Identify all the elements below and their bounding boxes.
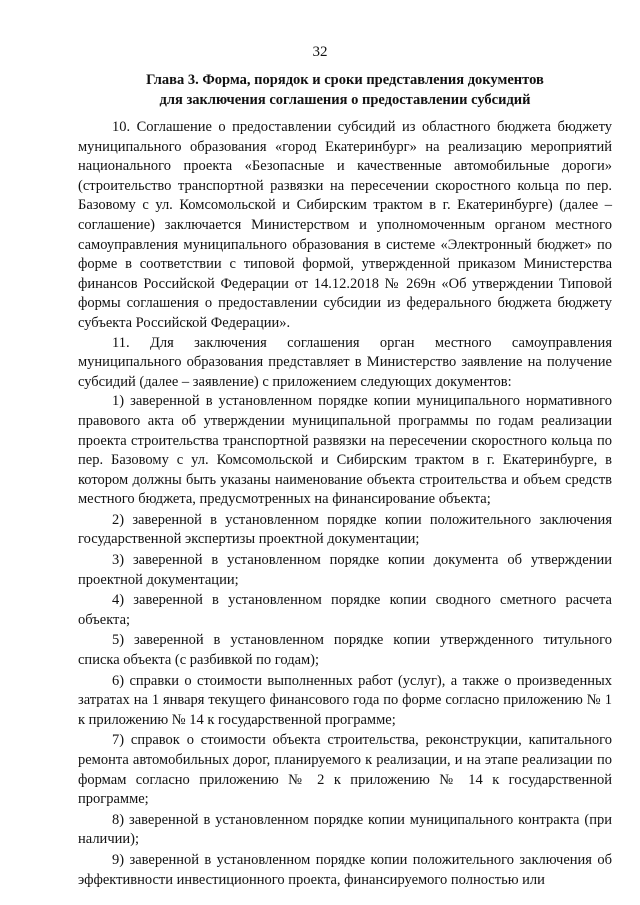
paragraph-10: 10. Соглашение о предоставлении субсидий из областного бюджета бюджету муниципального образования «город Екатеринбург» на реализацию мероприятий национального проекта «Безопасные и качественные автомобильные дороги» (строительство транспортной развязки на пересечении скоростного кольца по пер. Базовому с ул. Комсомольской и Сибирским трактом в г. Екатеринбурге) (далее – соглашение) заключается Министерством и уполномоченным органом местного самоуправления муниципального образования в системе «Электронный бюджет» по форме в соответствии с типовой формой, утвержденной приказом Министерства финансов Российской Федерации от 14.12.2018 № 269н «Об утверждении Типовой формы соглашения о предоставлении субсидии из федерального бюджета бюджету субъекта Российской Федерации».	[78, 119, 612, 331]
list-item-4: 4) заверенной в установленном порядке копии сводного сметного расчета объекта;	[78, 592, 612, 628]
chapter-title	[78, 70, 612, 110]
list-item-9: 9) заверенной в установленном порядке копии положительного заключения об эффективности инвестиционного проекта, финансируемого полностью или	[78, 851, 612, 888]
paragraph-11: 11. Для заключения соглашения орган местного самоуправления муниципального образования представляет в Министерство заявление на получение субсидий (далее – заявление) с приложением следующих документов:	[78, 334, 612, 390]
list-item-3: 3) заверенной в установленном порядке копии документа об утверждении проектной документации;	[78, 552, 612, 588]
list-item-7: 7) справок о стоимости объекта строительства, реконструкции, капитального ремонта автомобильных дорог, планируемого к реализации, и на этапе реализации по формам согласно приложению № 2 к приложению № 14 к государственной программе;	[78, 732, 612, 808]
list-item-8: 8) заверенной в установленном порядке копии муниципального контракта (при наличии);	[78, 811, 612, 848]
chapter-title-line-2: для заключения соглашения о предоставлении субсидий	[159, 92, 531, 108]
list-item-2: 2) заверенной в установленном порядке копии положительного заключения государственной экспертизы проектной документации;	[78, 511, 612, 548]
list-item-5: 5) заверенной в установленном порядке копии утвержденного титульного списка объекта (с разбивкой по годам);	[78, 632, 612, 669]
chapter-title-line-1: Глава 3. Форма, порядок и сроки представления документов	[146, 72, 544, 88]
page-number: 32	[312, 44, 328, 60]
document-body	[78, 118, 612, 890]
list-item-1: 1) заверенной в установленном порядке копии муниципального нормативного правового акта об утверждении муниципальной программы по годам реализации проекта строительства транспортной развязки на пересечении скоростного кольца по пер. Базовому с ул. Комсомольской и Сибирским трактом в г. Екатеринбурге, в котором должны быть указаны наименование объекта строительства и объем средств местного бюджета, предусмотренных на финансирование объекта;	[78, 393, 612, 508]
list-item-6: 6) справки о стоимости выполненных работ (услуг), а также о произведенных затратах на 1 января текущего финансового года по форме согласно приложению № 1 к приложению № 14 к государственной программе;	[78, 672, 612, 728]
